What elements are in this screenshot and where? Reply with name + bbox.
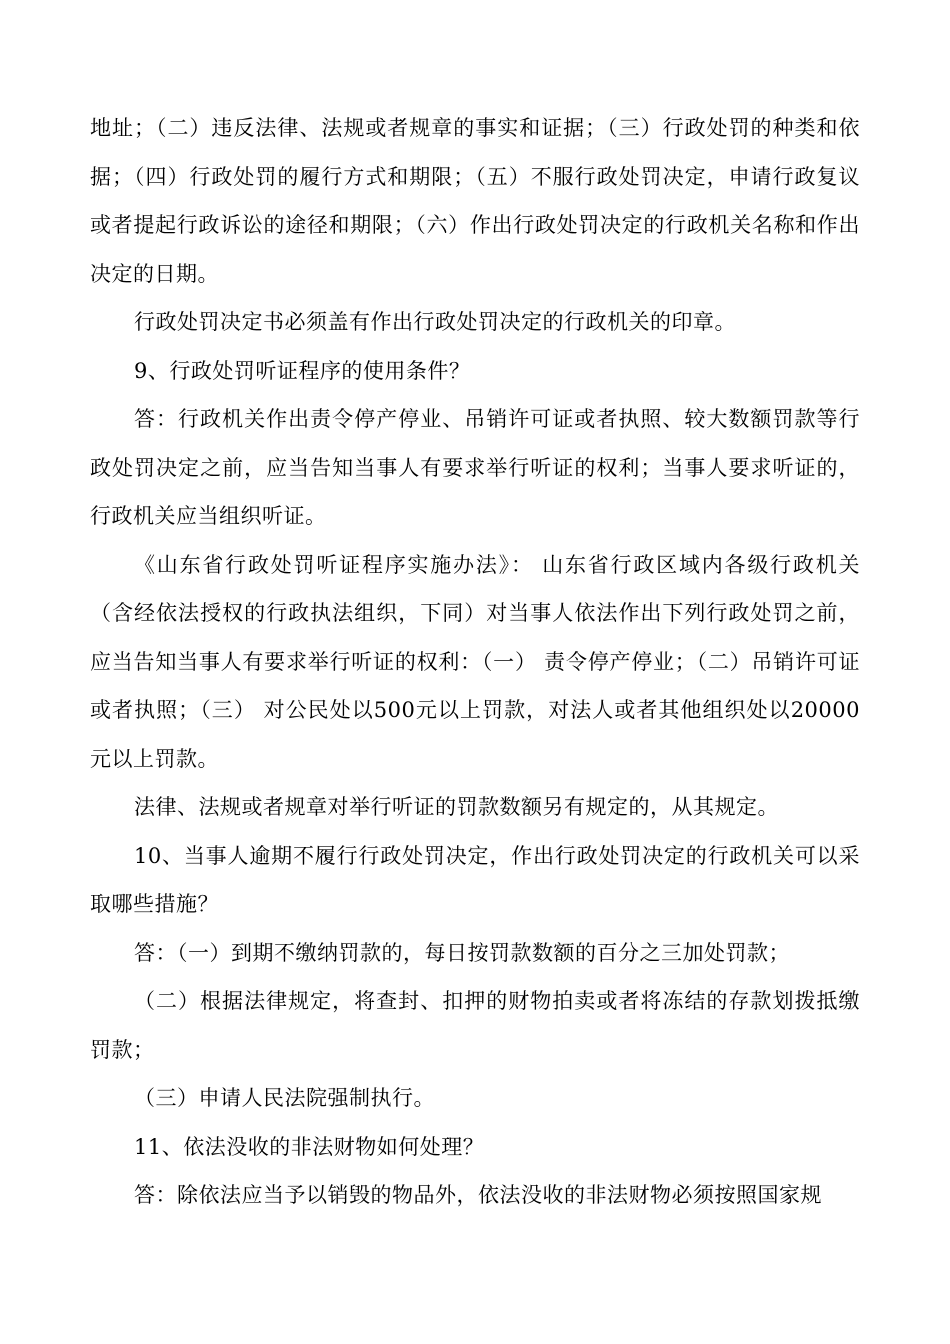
question-9-heading: 9、行政处罚听证程序的使用条件？ xyxy=(134,358,471,383)
answer-10-item-1: 答：（一）到期不缴纳罚款的，每日按罚款数额的百分之三加处罚款； xyxy=(134,940,790,965)
shandong-regulation-paragraph: 《山东省行政处罚听证程序实施办法》： 山东省行政区域内各级行政机关（含经依法授权的行政执法组织，下同）对当事人依法作出下列行政处罚之前，应当告知当事人有要求举行听证的权利：（一） 责令停产停业；（二）吊销许可证或者执照；（三） 对公民处以500元以上罚款，对法人或者其他组织处以20000元以上罚款。 xyxy=(90,552,860,771)
paragraph-seal-requirement: 行政处罚决定书必须盖有作出行政处罚决定的行政机关的印章。 xyxy=(134,310,736,334)
answer-10-item-3: （三）申请人民法院强制执行。 xyxy=(134,1086,435,1110)
answer-9: 答：行政机关作出责令停产停业、吊销许可证或者执照、较大数额罚款等行政处罚决定之前，应当告知当事人有要求举行听证的权利；当事人要求听证的，行政机关应当组织听证。 xyxy=(90,407,860,528)
fine-amount-rule: 法律、法规或者规章对举行听证的罚款数额另有规定的，从其规定。 xyxy=(134,795,779,819)
answer-10-item-2: （二）根据法律规定，将查封、扣押的财物拍卖或者将冻结的存款划拨抵缴罚款； xyxy=(90,989,860,1062)
answer-11: 答：除依法应当予以销毁的物品外，依法没收的非法财物必须按照国家规 xyxy=(134,1183,822,1207)
question-11-heading: 11、依法没收的非法财物如何处理？ xyxy=(134,1134,485,1159)
question-10-heading: 10、当事人逾期不履行行政处罚决定，作出行政处罚决定的行政机关可以采取哪些措施？ xyxy=(90,843,860,916)
paragraph-continuation: 地址；（二）违反法律、法规或者规章的事实和证据；（三）行政处罚的种类和依据；（四）行政处罚的履行方式和期限；（五）不服行政处罚决定，申请行政复议或者提起行政诉讼的途径和期限；（六）作出行政处罚决定的行政机关名称和作出决定的日期。 xyxy=(90,116,860,286)
document-body xyxy=(90,104,860,1220)
